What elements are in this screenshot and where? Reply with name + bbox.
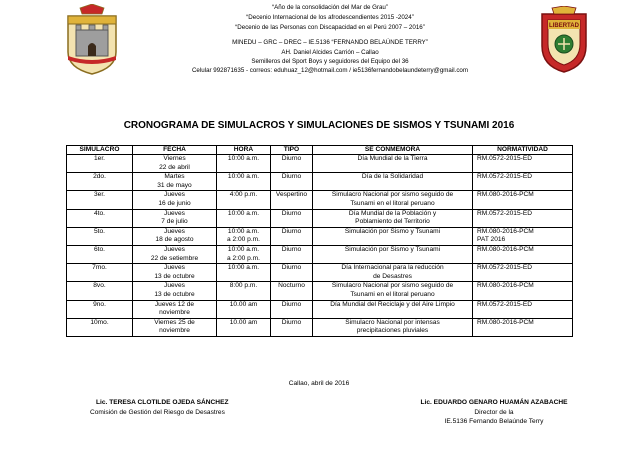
cell-text: precipitaciones pluviales <box>356 327 429 335</box>
table-row <box>67 227 573 245</box>
cell-text: RM.080-2016-PCM <box>477 282 534 290</box>
cell-simulacro <box>67 264 133 282</box>
cell-text: Simulacro Nacional por sismo seguido de <box>331 282 454 290</box>
cell-text: Simulacro Nacional por intensas <box>345 318 440 326</box>
cell-text: RM.0572-2015-ED <box>477 173 532 181</box>
cell-text: 10:00 a.m. <box>227 245 260 253</box>
cell-text: Viernes 25 de <box>154 318 195 326</box>
header-line: MINEDU – GRC – DREC – IE.5136 “FERNANDO BELAÚNDE TERRY” <box>232 39 428 46</box>
cell-text: Jueves <box>164 209 185 217</box>
cell-text: Tsunami en el litoral peruano <box>350 199 435 207</box>
table-header-row <box>67 146 573 155</box>
header-line: “Decenio de las Personas con Discapacidad en el Perú 2007 – 2016” <box>235 24 425 31</box>
cell-conmemora <box>313 282 473 300</box>
cell-simulacro <box>67 191 133 209</box>
cell-text: Jueves <box>164 227 185 235</box>
cell-text: 13 de octubre <box>154 290 195 298</box>
cell-conmemora <box>313 300 473 318</box>
cell-norma <box>473 173 573 191</box>
cell-simulacro <box>67 173 133 191</box>
cell-norma <box>473 209 573 227</box>
cell-text: 3er. <box>94 191 105 199</box>
cell-simulacro <box>67 209 133 227</box>
cell-tipo <box>271 227 313 245</box>
signature-left <box>90 398 229 417</box>
cell-text: 10.00 am <box>229 318 258 326</box>
cell-text: Martes <box>164 173 185 181</box>
sport-boys-shield-logo <box>538 6 590 74</box>
signatory-role: Comisión de Gestión del Riesgo de Desastres <box>90 408 225 416</box>
cell-text: Vespertino <box>275 191 308 199</box>
column-header: HORA <box>217 146 271 155</box>
cell-text: Diurno <box>281 173 302 181</box>
table-row <box>67 173 573 191</box>
cell-text: Día de la Solidaridad <box>361 173 424 181</box>
cell-text: RM.0572-2015-ED <box>477 155 532 162</box>
cell-text: 10:00 a.m. <box>227 209 260 217</box>
place-date: Callao, abril de 2016 <box>288 380 350 387</box>
cell-conmemora <box>313 318 473 336</box>
cell-fecha <box>133 282 217 300</box>
cell-fecha <box>133 173 217 191</box>
cell-conmemora <box>313 264 473 282</box>
table-row <box>67 282 573 300</box>
cell-hora <box>217 300 271 318</box>
cell-text: Diurno <box>281 245 302 253</box>
cell-text: 10:00 a.m. <box>227 264 260 272</box>
cell-norma <box>473 264 573 282</box>
cell-hora <box>217 264 271 282</box>
cell-text: Diurno <box>281 318 302 326</box>
cell-text: 10:00 a.m. <box>227 173 260 181</box>
cell-text: Jueves <box>164 282 185 290</box>
cell-conmemora <box>313 209 473 227</box>
cell-text: Día Mundial de la Población y <box>348 209 437 217</box>
cell-text: Tsunami en el litoral peruano <box>350 290 435 298</box>
cell-hora <box>217 155 271 173</box>
cell-text: 10:00 a.m. <box>227 227 260 235</box>
cell-simulacro <box>67 155 133 173</box>
table-row <box>67 264 573 282</box>
signatory-role: IE.5136 Fernando Belaúnde Terry <box>444 418 544 425</box>
cell-text: Diurno <box>281 264 302 272</box>
cell-hora <box>217 318 271 336</box>
cell-tipo <box>271 155 313 173</box>
table-row <box>67 300 573 318</box>
cell-text: 4:00 p.m. <box>229 191 258 199</box>
cell-text: noviembre <box>159 309 190 317</box>
cell-text: Diurno <box>281 155 302 162</box>
cell-conmemora <box>313 191 473 209</box>
cell-text: 18 de agosto <box>155 236 194 244</box>
cell-norma <box>473 191 573 209</box>
cell-hora <box>217 227 271 245</box>
cell-text: PAT 2016 <box>477 236 506 244</box>
cell-tipo <box>271 300 313 318</box>
cell-hora <box>217 173 271 191</box>
cell-tipo <box>271 282 313 300</box>
cell-norma <box>473 155 573 173</box>
cell-norma <box>473 318 573 336</box>
cell-fecha <box>133 300 217 318</box>
cell-conmemora <box>313 245 473 263</box>
cell-text: RM.0572-2015-ED <box>477 300 532 308</box>
header-line: “Año de la consolidación del Mar de Grau” <box>272 4 388 11</box>
cell-text: 16 de junio <box>158 199 191 207</box>
header-line: Celular 992871635 - correos: eduhuaz_12@hotmail.com / ie5136fernandobelaundeterry@gmail.com <box>191 67 469 74</box>
cell-conmemora <box>313 173 473 191</box>
table-row <box>67 155 573 173</box>
cell-text: Simulación por Sismo y Tsunami <box>344 245 441 253</box>
cell-text: 9no. <box>93 300 106 308</box>
cell-text: RM.0572-2015-ED <box>477 209 532 217</box>
cell-text: Simulación por Sismo y Tsunami <box>344 227 441 235</box>
cell-text: Jueves 12 de <box>154 300 195 308</box>
cell-simulacro <box>67 245 133 263</box>
cell-text: Nocturno <box>278 282 305 290</box>
cell-text: 13 de octubre <box>154 272 195 280</box>
logo-right-text: LIBERTAD <box>549 23 579 29</box>
cell-fecha <box>133 318 217 336</box>
cell-text: Jueves <box>164 245 185 253</box>
cell-fecha <box>133 155 217 173</box>
cell-fecha <box>133 227 217 245</box>
cell-fecha <box>133 264 217 282</box>
cell-text: 22 de setiembre <box>150 254 199 262</box>
cell-simulacro <box>67 227 133 245</box>
cell-text: 2do. <box>93 173 106 181</box>
cell-text: a 2:00 p.m. <box>227 236 260 244</box>
cell-simulacro <box>67 300 133 318</box>
table-row <box>67 318 573 336</box>
cell-text: Jueves <box>164 191 185 199</box>
cell-text: 7 de julio <box>161 218 188 226</box>
cell-text: Diurno <box>281 300 302 308</box>
cell-text: Poblamiento del Territorio <box>355 218 430 226</box>
cell-text: Diurno <box>281 227 302 235</box>
cell-simulacro <box>67 282 133 300</box>
header-line: “Decenio Internacional de los afrodescendientes 2015 -2024” <box>246 14 414 21</box>
cell-hora <box>217 282 271 300</box>
cell-text: a 2:00 p.m. <box>227 254 260 262</box>
cell-text: Día Mundial de la Tierra <box>357 155 428 162</box>
cell-text: RM.080-2016-PCM <box>477 191 534 199</box>
header-line: Semilleros del Sport Boys y seguidores del Equipo del 36 <box>251 58 409 65</box>
signatory-name: Lic. EDUARDO GENARO HUAMÁN AZABACHE <box>420 399 568 406</box>
cell-tipo <box>271 173 313 191</box>
cell-text: Día Mundial del Reciclaje y del Aire Limpio <box>330 300 455 308</box>
cell-text: 4to. <box>94 209 105 217</box>
cell-text: de Desastres <box>373 272 412 280</box>
table-row <box>67 245 573 263</box>
cell-text: 10mo. <box>90 318 109 326</box>
cell-fecha <box>133 245 217 263</box>
cell-text: Simulacro Nacional por sismo seguido de <box>331 191 454 199</box>
schedule-table <box>66 145 573 337</box>
cell-simulacro <box>67 318 133 336</box>
cell-text: Jueves <box>164 264 185 272</box>
cell-text: RM.080-2016-PCM <box>477 227 534 235</box>
cell-tipo <box>271 209 313 227</box>
cell-text: 5to. <box>94 227 105 235</box>
signatory-role: Director de la <box>474 408 514 416</box>
cell-text: Diurno <box>281 209 302 217</box>
cell-text: 8:00 p.m. <box>229 282 258 290</box>
cell-hora <box>217 191 271 209</box>
cell-tipo <box>271 191 313 209</box>
cell-norma <box>473 227 573 245</box>
column-header: NORMATIVIDAD <box>473 146 573 155</box>
school-crest-logo <box>62 4 122 76</box>
table-row <box>67 209 573 227</box>
cell-tipo <box>271 318 313 336</box>
cell-tipo <box>271 264 313 282</box>
column-header: FECHA <box>133 146 217 155</box>
signature-right <box>414 398 574 427</box>
signatory-name: Lic. TERESA CLOTILDE OJEDA SÁNCHEZ <box>96 399 229 406</box>
cell-text: 8vo. <box>93 282 106 290</box>
column-header: SIMULACRO <box>67 146 133 155</box>
document-title: CRONOGRAMA DE SIMULACROS Y SIMULACIONES DE SISMOS Y TSUNAMI 2016 <box>123 120 515 131</box>
cell-text: 6to. <box>94 245 105 253</box>
cell-fecha <box>133 209 217 227</box>
cell-tipo <box>271 245 313 263</box>
cell-text: 7mo. <box>92 264 107 272</box>
cell-norma <box>473 245 573 263</box>
column-header: TIPO <box>271 146 313 155</box>
cell-text: RM.080-2016-PCM <box>477 245 534 253</box>
cell-norma <box>473 300 573 318</box>
cell-text: 22 de abril <box>159 163 190 171</box>
cell-text: 10:00 a.m. <box>227 155 260 162</box>
column-header: SE CONMEMORA <box>313 146 473 155</box>
cell-text: 10.00 am <box>229 300 258 308</box>
table-row <box>67 191 573 209</box>
cell-text: noviembre <box>159 327 190 335</box>
cell-text: 31 de mayo <box>157 181 192 189</box>
cell-conmemora <box>313 155 473 173</box>
cell-fecha <box>133 191 217 209</box>
cell-text: Día Internacional para la reducción <box>341 264 444 272</box>
cell-text: Viernes <box>163 155 186 162</box>
cell-text: 1er. <box>94 155 105 162</box>
cell-hora <box>217 209 271 227</box>
cell-text: RM.0572-2015-ED <box>477 264 532 272</box>
cell-norma <box>473 282 573 300</box>
cell-hora <box>217 245 271 263</box>
cell-text: RM.080-2016-PCM <box>477 318 534 326</box>
header-line: AH. Daniel Alcides Carrión – Callao <box>281 49 379 56</box>
cell-conmemora <box>313 227 473 245</box>
